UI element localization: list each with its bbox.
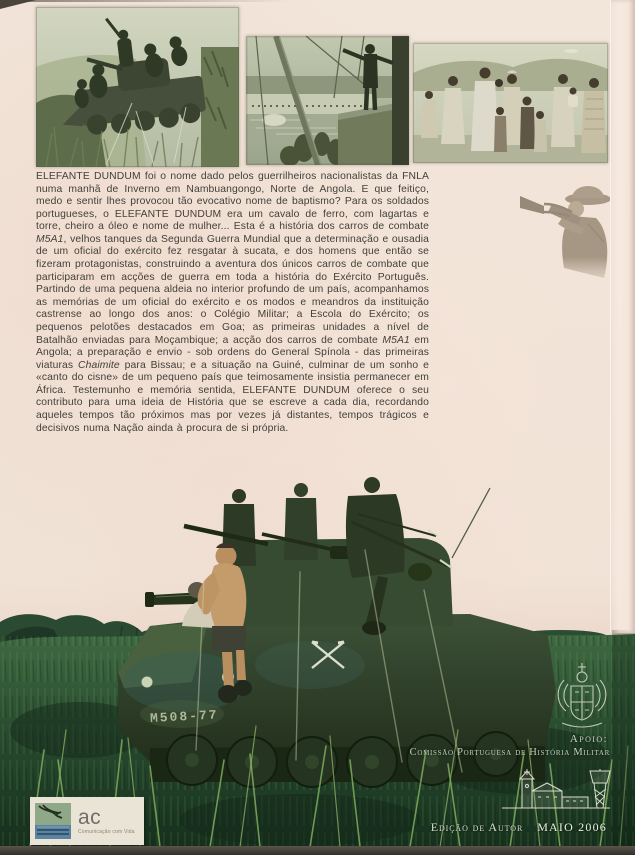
support-organization: Comissão Portuguesa de História Militar: [409, 747, 610, 758]
photo-tank-patrol: [36, 7, 239, 167]
tank-patrol-illustration: [36, 7, 239, 167]
publisher-logo: [30, 797, 144, 845]
publisher-logo-text: ac: [78, 806, 102, 829]
synopsis-text: ELEFANTE DUNDUM foi o nome dado pelos guerrilheiros nacionalistas da FNLA numa manhã de Inverno em Nambuangongo, Norte de Angola. E que feitiço, medo e sentir lhes provocou tão evocativo nome de baptismo? Para os soldados portugueses, o ELEFANTE DUNDUM era um cavalo de ferro, com lagartas e torre, cheiro a óleo e nome de mulher... Esta é a história dos carros de combate M5A1, velhos tanques da Segunda Guerra Mundial que a determinação e ousadia de um oficial do exército fez resgatar à sucata, e dos homens que então se fizeram protagonistas, construindo a aventura dos únicos carros de combate que participaram em acções de guerra em toda a história do Exército Português. Partindo de uma pequena aldeia no interior profundo de um país, acompanhamos as memórias de um oficial do exército e os modos e meandros da instituição castrense ao longo dos anos: o Colégio Militar; a Escola do Exército; os pequenos pelotões destacados em Goa; as primeiras unidades a nível de Batalhão enviadas para Moçambique; a acção dos carros de combate M5A1 em Angola; a preparação e envio - sob ordens do General Spínola - das primeiras viaturas Chaimite para Bissau; e a situação na Guiné, culminar de um sonho e «canto do cisne» de um pequeno país que teimosamente insistia permanecer em África. Testemunho e memória sentida, ELEFANTE DUNDUM oferece o seu contributo para uma ideia de História que se escreve a cada dia, recordando aqueles tempos tão próximos mas por vezes já distantes, tempos trágicos e decisivos numa Nação ainda à procura de si própria.: [36, 171, 429, 434]
tank-hull-number: M508-77: [149, 707, 219, 726]
publisher-logo-image: [35, 803, 71, 839]
bugler-illustration: [492, 182, 616, 304]
edition-date: MAIO 2006: [537, 820, 607, 834]
edition-label: Edição de Autor: [430, 820, 524, 834]
publisher-logo-tagline: Comunicação com Vida: [78, 829, 135, 835]
photo-villagers: [413, 43, 608, 163]
scan-bottom-edge: [0, 846, 635, 855]
villagers-illustration: [413, 43, 608, 163]
heraldic-crest-icon: [552, 660, 612, 730]
harbor-illustration: [246, 36, 409, 165]
tank-silhouette: [118, 488, 556, 787]
page-edge: [610, 0, 635, 633]
village-church-icon: [500, 767, 612, 814]
support-label: Apoio:: [569, 733, 608, 745]
edition-line: [431, 820, 607, 835]
scan-top-edge: [0, 0, 292, 2]
bugler-photo: [492, 182, 616, 304]
photo-harbor-farewell: [246, 36, 409, 165]
